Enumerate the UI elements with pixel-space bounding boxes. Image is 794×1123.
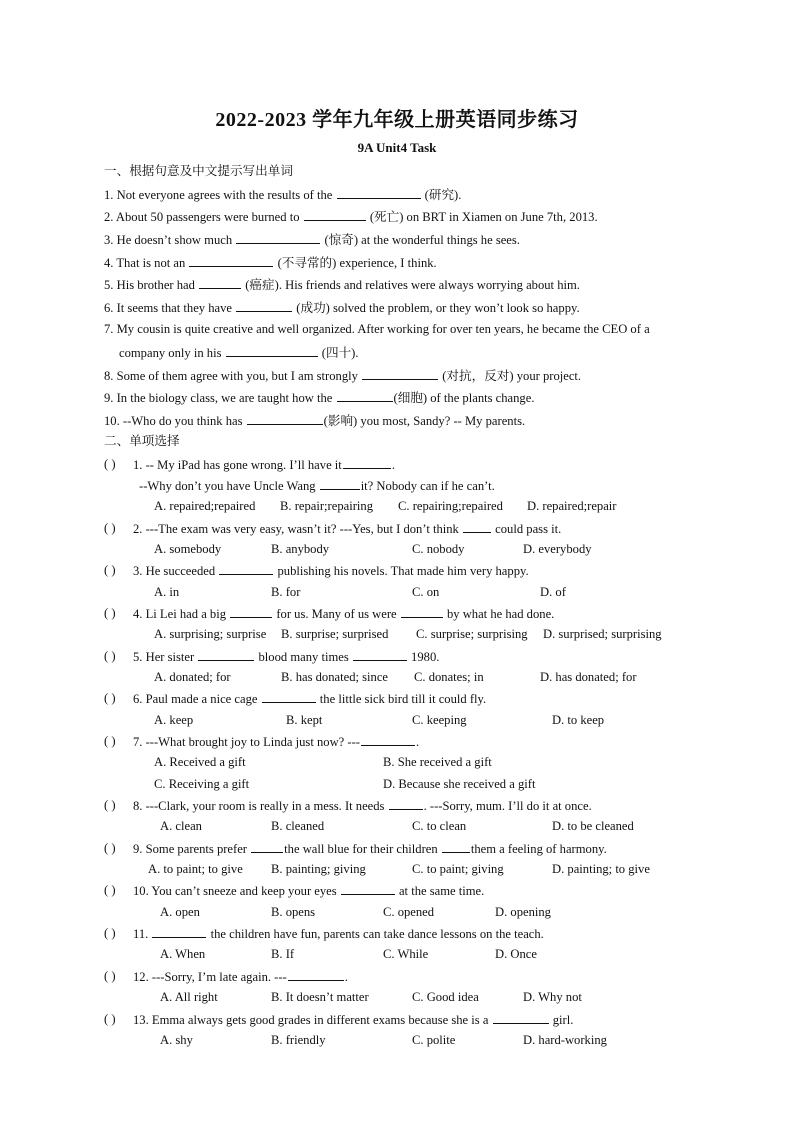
answer-paren[interactable]: ( ) (104, 798, 116, 812)
option[interactable]: C. to paint; giving (412, 862, 504, 876)
answer-paren[interactable]: ( ) (104, 649, 116, 663)
option[interactable]: D. Because she received a gift (383, 777, 536, 791)
question-2: 2. ---The exam was very easy, wasn’t it? ---Yes, but I don’t think could pass it. (133, 522, 562, 536)
option[interactable]: C. polite (412, 1033, 456, 1047)
answer-paren[interactable]: ( ) (104, 883, 116, 897)
answer-paren[interactable]: ( ) (104, 1012, 116, 1026)
option[interactable]: C. to clean (412, 819, 467, 833)
answer-blank[interactable] (401, 605, 443, 618)
answer-blank[interactable] (198, 648, 254, 661)
answer-paren[interactable]: ( ) (104, 563, 116, 577)
option[interactable]: C. keeping (412, 713, 467, 727)
question-3: 3. He succeeded publishing his novels. That made him very happy. (133, 564, 529, 578)
answer-blank[interactable] (236, 299, 292, 312)
answer-blank[interactable] (226, 344, 318, 357)
option[interactable]: B. If (271, 947, 295, 961)
answer-blank[interactable] (343, 456, 391, 469)
question-1: 1. -- My iPad has gone wrong. I’ll have it . (133, 458, 395, 472)
answer-blank[interactable] (493, 1011, 549, 1024)
option[interactable]: A. clean (160, 819, 202, 833)
answer-blank[interactable] (442, 840, 470, 853)
question-6: 6. Paul made a nice cage the little sick bird till it could fly. (133, 692, 487, 706)
option[interactable]: C. Good idea (412, 990, 479, 1004)
fill-item-7-cont: company only in his (四十). (119, 346, 359, 360)
fill-item-5: 5. His brother had (癌症). His friends and relatives were always worrying about him. (104, 278, 580, 292)
answer-paren[interactable]: ( ) (104, 841, 116, 855)
option[interactable]: B. anybody (271, 542, 330, 556)
answer-paren[interactable]: ( ) (104, 691, 116, 705)
option[interactable]: A. somebody (154, 542, 222, 556)
option[interactable]: B. kept (286, 713, 323, 727)
option[interactable]: D. to be cleaned (552, 819, 634, 833)
fill-item-7: 7. My cousin is quite creative and well organized. After working for over ten years, he became the CEO of a (104, 322, 650, 336)
page-title: 2022-2023 学年九年级上册英语同步练习 (215, 109, 579, 131)
option[interactable]: A. to paint; to give (148, 862, 243, 876)
option[interactable]: A. open (160, 905, 200, 919)
option[interactable]: A. All right (160, 990, 218, 1004)
option[interactable]: B. cleaned (271, 819, 325, 833)
answer-blank[interactable] (288, 968, 344, 981)
question-4: 4. Li Lei had a big for us. Many of us were by what he had done. (133, 607, 555, 621)
option[interactable]: A. in (154, 585, 180, 599)
option[interactable]: A. surprising; surprise (154, 627, 267, 641)
question-10: 10. You can’t sneeze and keep your eyes at the same time. (133, 884, 485, 898)
option[interactable]: D. opening (495, 905, 551, 919)
option[interactable]: B. for (271, 585, 301, 599)
question-1-line2: --Why don’t you have Uncle Wang it? Nobody can if he can’t. (139, 479, 495, 493)
option[interactable]: C. repairing;repaired (398, 499, 503, 513)
option[interactable]: B. has donated; since (281, 670, 389, 684)
answer-blank[interactable] (337, 186, 421, 199)
answer-blank[interactable] (262, 690, 316, 703)
answer-blank[interactable] (199, 276, 241, 289)
option[interactable]: A. When (160, 947, 206, 961)
answer-blank[interactable] (219, 562, 273, 575)
option[interactable]: C. Receiving a gift (154, 777, 250, 791)
option[interactable]: B. opens (271, 905, 316, 919)
answer-blank[interactable] (230, 605, 272, 618)
option[interactable]: A. donated; for (154, 670, 231, 684)
answer-blank[interactable] (247, 412, 323, 425)
answer-blank[interactable] (353, 648, 407, 661)
fill-item-9: 9. In the biology class, we are taught how the (细胞) of the plants change. (104, 391, 535, 405)
option[interactable]: D. hard-working (523, 1033, 607, 1047)
question-7: 7. ---What brought joy to Linda just now? --- . (133, 735, 420, 749)
option[interactable]: B. surprise; surprised (281, 627, 389, 641)
fill-item-2: 2. About 50 passengers were burned to (死亡) on BRT in Xiamen on June 7th, 2013. (104, 210, 598, 224)
answer-blank[interactable] (361, 733, 415, 746)
question-8: 8. ---Clark, your room is really in a mess. It needs . ---Sorry, mum. I’ll do it at once. (133, 799, 592, 813)
option[interactable]: A. shy (160, 1033, 193, 1047)
option[interactable]: D. Once (495, 947, 537, 961)
question-11: 11. the children have fun, parents can take dance lessons on the teach. (133, 927, 544, 941)
option[interactable]: C. surprise; surprising (416, 627, 528, 641)
option[interactable]: D. everybody (523, 542, 592, 556)
answer-blank[interactable] (152, 925, 206, 938)
answer-blank[interactable] (341, 882, 395, 895)
answer-paren[interactable]: ( ) (104, 734, 116, 748)
option[interactable]: D. surprised; surprising (543, 627, 662, 641)
fill-item-6: 6. It seems that they have (成功) solved the problem, or they won’t look so happy. (104, 301, 580, 315)
option[interactable]: D. to keep (552, 713, 605, 727)
answer-blank[interactable] (362, 367, 438, 380)
question-5: 5. Her sister blood many times 1980. (133, 650, 440, 664)
answer-blank[interactable] (304, 208, 366, 221)
option[interactable]: B. It doesn’t matter (271, 990, 369, 1004)
option[interactable]: B. repair;repairing (280, 499, 374, 513)
option[interactable]: A. repaired;repaired (154, 499, 256, 513)
question-12: 12. ---Sorry, I’m late again. --- . (133, 970, 348, 984)
option[interactable]: A. keep (154, 713, 194, 727)
question-9: 9. Some parents prefer the wall blue for their children them a feeling of harmony. (133, 842, 607, 856)
option[interactable]: D. repaired;repair (527, 499, 617, 513)
answer-blank[interactable] (463, 520, 491, 533)
answer-blank[interactable] (337, 389, 393, 402)
answer-blank[interactable] (320, 477, 360, 490)
section1-heading: 一、根据句意及中文提示写出单词 (104, 163, 293, 178)
fill-item-1: 1. Not everyone agrees with the results of the (研究). (104, 188, 462, 202)
option[interactable]: C. on (412, 585, 440, 599)
answer-paren[interactable]: ( ) (104, 521, 116, 535)
answer-blank[interactable] (389, 797, 423, 810)
answer-blank[interactable] (189, 254, 273, 267)
option[interactable]: C. donates; in (414, 670, 484, 684)
fill-item-4: 4. That is not an (不寻常的) experience, I think. (104, 256, 437, 270)
option[interactable]: C. nobody (412, 542, 465, 556)
answer-paren[interactable]: ( ) (104, 606, 116, 620)
fill-item-8: 8. Some of them agree with you, but I am strongly (对抗，反对) your project. (104, 369, 582, 383)
answer-paren[interactable]: ( ) (104, 457, 116, 471)
answer-paren[interactable]: ( ) (104, 969, 116, 983)
option[interactable]: D. of (540, 585, 566, 599)
option[interactable]: B. friendly (271, 1033, 326, 1047)
fill-item-3: 3. He doesn’t show much (惊奇) at the wonderful things he sees. (104, 233, 520, 247)
answer-blank[interactable] (236, 231, 320, 244)
option[interactable]: C. While (383, 947, 429, 961)
option[interactable]: D. painting; to give (552, 862, 650, 876)
page-subtitle: 9A Unit4 Task (357, 140, 437, 155)
fill-item-10: 10. --Who do you think has (影响) you most, Sandy? -- My parents. (104, 414, 526, 428)
answer-paren[interactable]: ( ) (104, 926, 116, 940)
option[interactable]: D. has donated; for (540, 670, 637, 684)
option[interactable]: B. painting; giving (271, 862, 366, 876)
section2-heading: 二、单项选择 (104, 433, 180, 448)
question-13: 13. Emma always gets good grades in different exams because she is a girl. (133, 1013, 574, 1027)
option[interactable]: B. She received a gift (383, 755, 492, 769)
option[interactable]: C. opened (383, 905, 435, 919)
option[interactable]: A. Received a gift (154, 755, 246, 769)
answer-blank[interactable] (251, 840, 283, 853)
option[interactable]: D. Why not (523, 990, 582, 1004)
